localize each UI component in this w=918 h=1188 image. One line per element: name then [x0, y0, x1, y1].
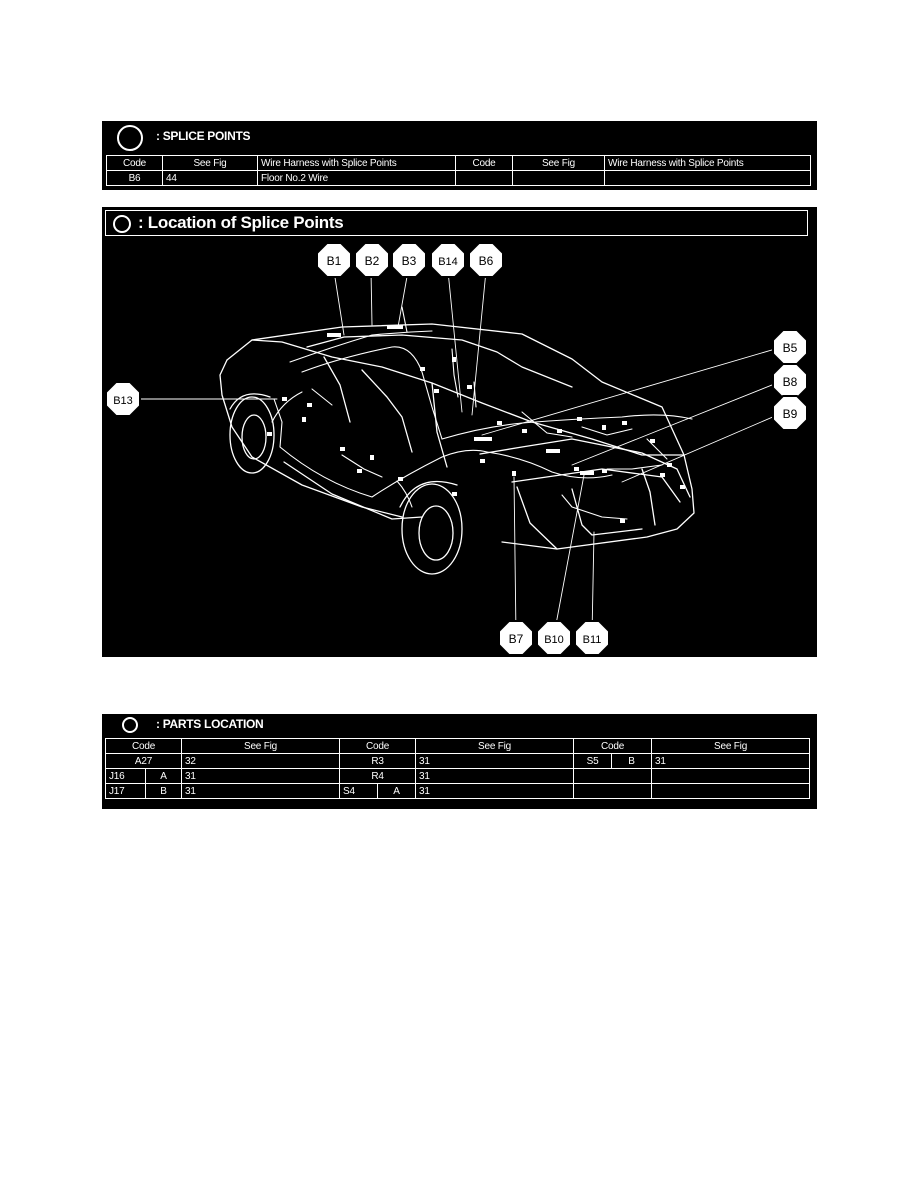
splice-b5-label: [773, 330, 807, 364]
cell-code: R3: [340, 754, 416, 769]
splice-points-header: : SPLICE POINTS: [156, 129, 251, 143]
svg-text:B2: B2: [364, 254, 380, 268]
table-row: [106, 769, 810, 784]
cell-see-fig: 31: [182, 784, 340, 799]
cell-see-fig: 31: [416, 754, 574, 769]
parts-circle-icon: [122, 717, 138, 733]
col-header-harness: Wire Harness with Splice Points: [258, 156, 456, 171]
cell-code-suffix: A: [146, 769, 182, 784]
col-header-harness: Wire Harness with Splice Points: [605, 156, 811, 171]
col-header-see-fig: See Fig: [163, 156, 258, 171]
parts-location-header: : PARTS LOCATION: [156, 717, 264, 731]
location-header: : Location of Splice Points: [138, 213, 344, 232]
splice-b3-label: [392, 243, 426, 277]
cell-see-fig: 31: [416, 784, 574, 799]
splice-b6-label: [469, 243, 503, 277]
svg-text:B11: B11: [582, 634, 602, 646]
svg-text:B14: B14: [438, 256, 458, 268]
splice-b1-label: [317, 243, 351, 277]
cell-code: A27: [106, 754, 182, 769]
svg-text:B8: B8: [782, 375, 798, 389]
cell-code-suffix: B: [146, 784, 182, 799]
splice-labels: [102, 207, 817, 657]
cell-see-fig: 31: [416, 769, 574, 784]
col-header-see-fig: See Fig: [416, 739, 574, 754]
splice-b7-label: [499, 621, 533, 655]
cell-code: R4: [340, 769, 416, 784]
col-header-see-fig: See Fig: [182, 739, 340, 754]
cell-see-fig: [652, 784, 810, 799]
cell-code: [574, 784, 652, 799]
svg-text:B1: B1: [326, 254, 342, 268]
cell-see-fig: 31: [182, 769, 340, 784]
svg-text:B13: B13: [113, 395, 133, 407]
svg-text:B6: B6: [478, 254, 494, 268]
cell-see-fig: 32: [182, 754, 340, 769]
svg-text:B7: B7: [508, 632, 524, 646]
splice-b14-label: [431, 243, 465, 277]
cell-code-suffix: A: [378, 784, 416, 799]
splice-b10-label: [537, 621, 571, 655]
svg-text:B9: B9: [782, 407, 798, 421]
col-header-code: Code: [107, 156, 163, 171]
table-row: [107, 171, 811, 186]
col-header-code: Code: [456, 156, 513, 171]
svg-text:B10: B10: [544, 634, 564, 646]
table-header-row: [107, 156, 811, 171]
cell-see-fig: 44: [163, 171, 258, 186]
splice-b9-label: [773, 396, 807, 430]
col-header-code: Code: [340, 739, 416, 754]
splice-b8-label: [773, 364, 807, 398]
cell-see-fig: [513, 171, 605, 186]
col-header-see-fig: See Fig: [652, 739, 810, 754]
table-row: [106, 784, 810, 799]
location-panel: [102, 207, 817, 657]
splice-b13-label: [106, 382, 140, 416]
col-header-see-fig: See Fig: [513, 156, 605, 171]
cell-code: J17: [106, 784, 146, 799]
cell-code-suffix: B: [612, 754, 652, 769]
splice-b11-label: [575, 621, 609, 655]
cell-see-fig: 31: [652, 754, 810, 769]
cell-code: B6: [107, 171, 163, 186]
svg-text:B5: B5: [782, 341, 798, 355]
svg-text:B3: B3: [401, 254, 417, 268]
table-header-row: [106, 739, 810, 754]
cell-harness: Floor No.2 Wire: [258, 171, 456, 186]
parts-location-panel: [102, 714, 817, 809]
parts-location-table: [105, 738, 810, 799]
splice-b2-label: [355, 243, 389, 277]
cell-code: S5: [574, 754, 612, 769]
col-header-code: Code: [106, 739, 182, 754]
table-row: [106, 754, 810, 769]
splice-points-table: [106, 155, 811, 186]
cell-harness: [605, 171, 811, 186]
cell-code: J16: [106, 769, 146, 784]
splice-points-panel: [102, 121, 817, 190]
cell-code: S4: [340, 784, 378, 799]
cell-code: [456, 171, 513, 186]
splice-circle-icon: [117, 125, 143, 151]
cell-code: [574, 769, 652, 784]
col-header-code: Code: [574, 739, 652, 754]
cell-see-fig: [652, 769, 810, 784]
